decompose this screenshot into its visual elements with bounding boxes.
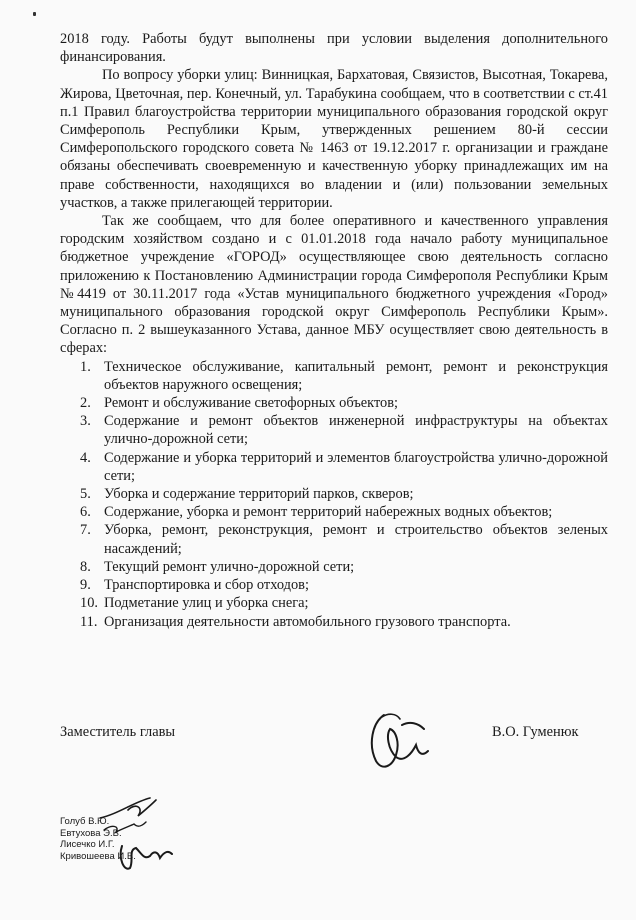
handwritten-signature	[362, 705, 440, 777]
list-item	[60, 394, 608, 412]
executor-name: Кривошеева И.В.	[60, 850, 136, 862]
street-cleaning-paragraph: По вопросу уборки улиц: Винницкая, Бархатовая, Связистов, Высотная, Токарева, Жирова, Цветочная, пер. Конечный, ул. Тарабукина сообщаем, что в соответствии с ст.41 п.1 Правил благоустройства территории муниципального образования городской округ Симферополь Республики Крым, утвержденных решением 80-й сессии Симферопольского городского совета № 1463 от 19.12.2017 г. организации и граждане обязаны обеспечивать своевременную и качественную уборку принадлежащих им на праве собственности, находящихся во владении и (или) пользовании земельных участков, а также прилегающей территории.	[60, 67, 608, 211]
list-item	[60, 558, 608, 576]
list-item-number: 6.	[80, 504, 91, 521]
list-item-number: 2.	[80, 395, 91, 412]
list-item	[60, 485, 608, 503]
scan-speck	[33, 12, 36, 16]
list-item	[60, 503, 608, 521]
list-item-text: Уборка, ремонт, реконструкция, ремонт и строительство объектов зеленых насаждений;	[104, 522, 608, 557]
institution-paragraph: Так же сообщаем, что для более оперативного и качественного управления городским хозяйством создано и с 01.01.2018 года начало работу муниципальное бюджетное учреждение «ГОРОД» осуществляющее свою деятельность согласно приложению к Постановлению Администрации города Симферополя Республики Крым №4419 от 30.11.2017 года «Устав муниципального бюджетного учреждения «Город» муниципального образования городской округ Симферополь Республики Крым». Согласно п. 2 вышеуказанного Устава, данное МБУ осуществляет свою деятельность в сферах:	[60, 213, 608, 357]
list-item-number: 3.	[80, 413, 91, 430]
executor-name: Лисечко И.Г.	[60, 839, 115, 850]
list-item	[60, 613, 608, 631]
list-item	[60, 358, 608, 394]
letter-body	[60, 30, 608, 631]
list-item-number: 11.	[80, 613, 98, 630]
list-item-number: 10.	[80, 595, 98, 612]
signatory-name: В.О. Гуменюк	[492, 724, 579, 740]
list-item-number: 1.	[80, 358, 91, 375]
list-item	[60, 449, 608, 485]
list-item-text: Ремонт и обслуживание светофорных объектов;	[104, 395, 399, 412]
list-item-text: Транспортировка и сбор отходов;	[104, 577, 309, 594]
executor-name: Голуб В.Ю.	[60, 816, 110, 827]
executor-name: Евтухова Э.В.	[60, 827, 122, 839]
list-item-text: Текущий ремонт улично-дорожной сети;	[104, 558, 355, 575]
executors-list	[60, 816, 136, 862]
list-item-text: Содержание, уборка и ремонт территорий набережных водных объектов;	[104, 504, 553, 521]
list-item-number: 7.	[80, 522, 91, 539]
list-item-text: Подметание улиц и уборка снега;	[104, 595, 309, 612]
list-item-text: Техническое обслуживание, капитальный ремонт, ремонт и реконструкция объектов наружного освещения;	[104, 358, 608, 393]
list-item-number: 8.	[80, 558, 91, 575]
list-item-text: Содержание и уборка территорий и элементов благоустройства улично-дорожной сети;	[104, 449, 608, 484]
list-item-number: 4.	[80, 449, 91, 466]
list-item	[60, 412, 608, 448]
signatory-title: Заместитель главы	[60, 724, 176, 740]
list-item	[60, 521, 608, 557]
list-item	[60, 594, 608, 612]
list-item	[60, 576, 608, 594]
list-item-text: Уборка и содержание территорий парков, скверов;	[104, 486, 414, 503]
list-item-text: Организация деятельности автомобильного грузового транспорта.	[104, 613, 511, 630]
list-item-number: 9.	[80, 577, 91, 594]
activity-areas-list	[60, 358, 608, 631]
continuation-paragraph: 2018 году. Работы будут выполнены при условии выделения дополнительного финансирования.	[60, 31, 608, 66]
list-item-number: 5.	[80, 486, 91, 503]
list-item-text: Содержание и ремонт объектов инженерной инфраструктуры на объектах улично-дорожной сети;	[104, 413, 608, 448]
